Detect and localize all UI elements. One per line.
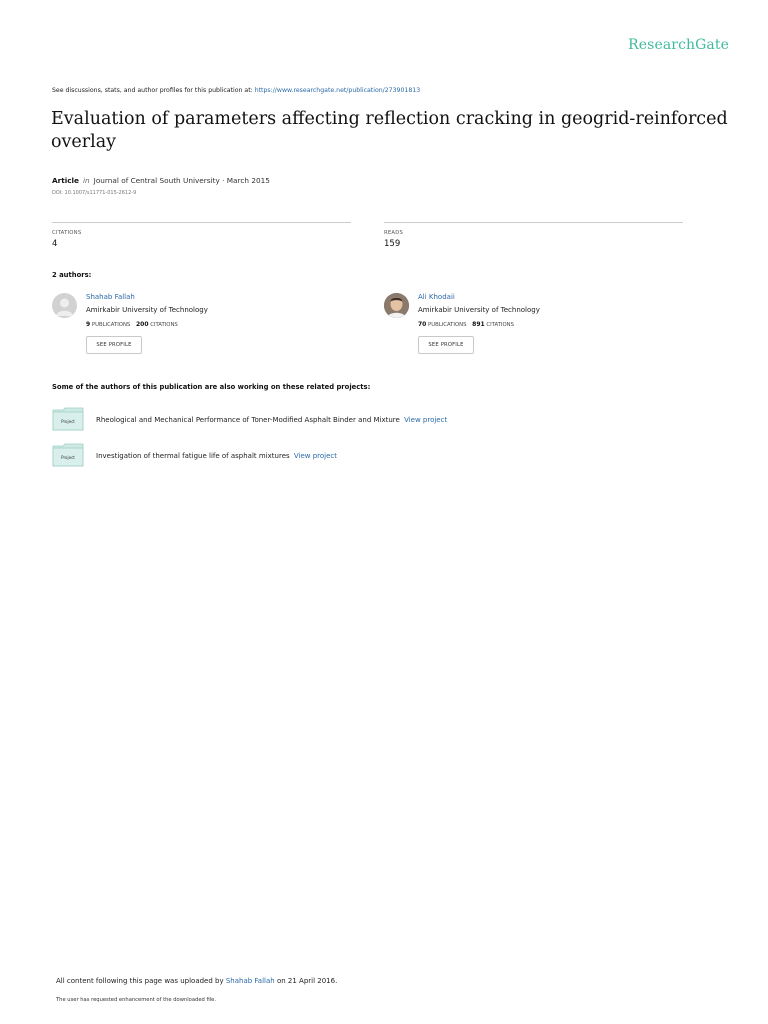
publication-doi: DOI: 10.1007/s11771-015-2612-9 [52,190,137,196]
project-text [96,416,447,424]
upload-note [56,977,337,985]
related-project [52,407,692,433]
citations-stat [52,222,351,249]
project-icon-label: Project [61,419,75,424]
view-project-link[interactable]: View project [293,452,338,460]
author-publications-label: PUBLICATIONS [91,322,131,328]
author-affiliation: Amirkabir University of Technology [86,306,208,314]
upload-suffix: on 21 April 2016. [276,977,338,985]
see-profile-button[interactable]: SEE PROFILE [418,336,474,354]
project-title: Rheological and Mechanical Performance of Toner-Modified Asphalt Binder and Mixture [96,416,400,424]
project-icon-label: Project [61,455,75,460]
author-citations-label: CITATIONS [486,322,514,328]
avatar-placeholder-icon[interactable] [52,293,77,318]
researchgate-logo[interactable]: ResearchGate [628,37,729,53]
in-word: in [83,176,90,185]
publication-meta [52,176,270,185]
project-text [96,452,337,460]
authors-heading: 2 authors: [52,271,92,279]
upload-prefix: All content following this page was uploaded by [56,977,224,985]
author-affiliation: Amirkabir University of Technology [418,306,540,314]
author-publications-count: 9 [86,321,91,328]
author-stats [418,321,514,328]
enhancement-note: The user has requested enhancement of the downloaded file. [56,997,217,1003]
reads-value: 159 [384,239,401,249]
author-publications-label: PUBLICATIONS [428,322,467,328]
publication-link[interactable]: https://www.researchgate.net/publication/273901813 [254,87,421,94]
reads-label: READS [384,230,404,236]
project-folder-icon [52,407,84,431]
project-folder-icon [52,443,84,467]
journal-date: Journal of Central South University · March 2015 [93,176,270,185]
author-publications-count: 70 [418,321,427,328]
related-project [52,443,692,469]
related-projects-heading: Some of the authors of this publication are also working on these related projects: [52,383,371,391]
discussion-prefix: See discussions, stats, and author profiles for this publication at: [52,87,253,94]
see-profile-button[interactable]: SEE PROFILE [86,336,142,354]
citations-label: CITATIONS [52,230,82,236]
publication-type: Article [52,176,80,185]
uploader-link[interactable]: Shahab Fallah [225,977,275,985]
project-title: Investigation of thermal fatigue life of asphalt mixtures [96,452,290,460]
author-stats [86,321,178,328]
view-project-link[interactable]: View project [404,416,448,424]
author-card [52,293,352,355]
author-name[interactable]: Shahab Fallah [86,293,135,301]
citations-value: 4 [52,239,58,249]
reads-stat [384,222,683,249]
avatar-photo-icon[interactable] [384,293,409,318]
discussion-line [52,87,420,94]
author-citations-count: 891 [472,321,485,328]
author-citations-count: 200 [135,321,149,328]
author-name[interactable]: Ali Khodaii [418,293,455,301]
author-card [384,293,684,355]
publication-title: Evaluation of parameters affecting reflection cracking in geogrid-reinforced overlay [51,109,728,152]
author-citations-label: CITATIONS [150,322,178,328]
